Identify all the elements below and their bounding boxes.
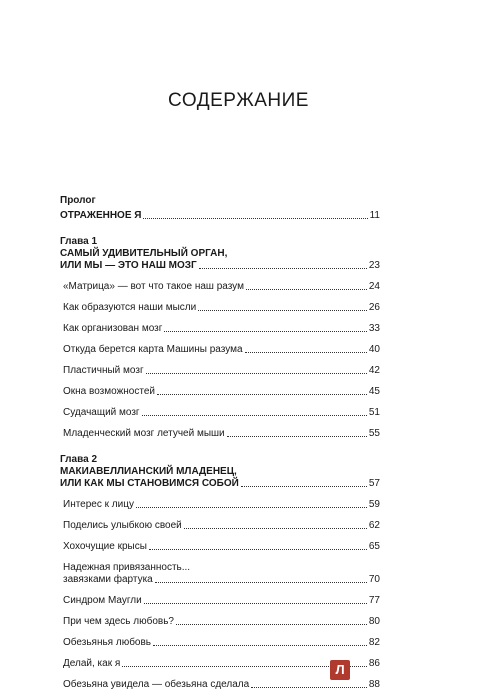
toc-entry-text-line1: Надежная привязанность... <box>63 562 191 573</box>
toc-entry-prologue[interactable] <box>60 210 380 222</box>
leader-dots <box>155 582 367 583</box>
toc-entry-text: Окна возможностей <box>63 386 155 397</box>
toc-entry-chapter1[interactable] <box>60 260 380 272</box>
toc-entry-text: Синдром Маугли <box>63 595 142 606</box>
chapter2-heading-line1: МАКИАВЕЛЛИАНСКИЙ МЛАДЕНЕЦ, <box>60 466 237 477</box>
page-number: 11 <box>369 210 380 221</box>
leader-dots <box>227 436 367 437</box>
toc-entry-text: Откуда берется карта Машины разума <box>63 344 243 355</box>
leader-dots <box>199 268 367 269</box>
toc-entry-text: Младенческий мозг летучей мыши <box>63 428 225 439</box>
toc-entry[interactable] <box>60 386 380 398</box>
leader-dots <box>246 289 367 290</box>
toc-entry-text: Пластичный мозг <box>63 365 144 376</box>
page-number: 51 <box>368 407 380 418</box>
toc-entry-text: «Матрица» — вот что такое наш разум <box>63 281 244 292</box>
toc-entry[interactable] <box>60 499 380 511</box>
page-number: 40 <box>368 344 380 355</box>
page-number: 59 <box>368 499 380 510</box>
toc-entry-text: ИЛИ КАК МЫ СТАНОВИМСЯ СОБОЙ <box>60 478 239 489</box>
leader-dots <box>153 645 367 646</box>
toc-entry[interactable] <box>60 344 380 356</box>
toc-entry-chapter2[interactable] <box>60 478 380 490</box>
leader-dots <box>149 549 367 550</box>
page-number: 26 <box>368 302 380 313</box>
page-number: 45 <box>368 386 380 397</box>
toc-entry-text: Интерес к лицу <box>63 499 134 510</box>
page-number: 65 <box>368 541 380 552</box>
page-number: 80 <box>368 616 380 627</box>
leader-dots <box>136 507 367 508</box>
leader-dots <box>143 218 367 219</box>
leader-dots <box>144 603 367 604</box>
toc-entry-text: ОТРАЖЕННОЕ Я <box>60 210 142 221</box>
toc-entry[interactable] <box>60 637 380 649</box>
page-number: 62 <box>368 520 380 531</box>
page-number: 86 <box>368 658 380 669</box>
toc-entry[interactable] <box>60 679 380 691</box>
toc-entry-multiline[interactable] <box>60 562 380 586</box>
table-of-contents <box>60 195 380 691</box>
leader-dots <box>251 687 367 688</box>
toc-entry-text: Как образуются наши мысли <box>63 302 197 313</box>
toc-entry-text: Судачащий мозг <box>63 407 140 418</box>
toc-entry[interactable] <box>60 302 380 314</box>
leader-dots <box>157 394 367 395</box>
chapter1-heading-line1: САМЫЙ УДИВИТЕЛЬНЫЙ ОРГАН, <box>60 248 228 259</box>
page-number: 24 <box>368 281 380 292</box>
toc-entry-text: Хохочущие крысы <box>63 541 147 552</box>
toc-entry[interactable] <box>60 616 380 628</box>
toc-entry-text: Как организован мозг <box>63 323 163 334</box>
page-number: 55 <box>368 428 380 439</box>
page-number: 57 <box>368 478 380 489</box>
chapter2-label: Глава 2 <box>60 454 98 465</box>
toc-entry-text: ИЛИ МЫ — ЭТО НАШ МОЗГ <box>60 260 197 271</box>
toc-entry[interactable] <box>60 428 380 440</box>
toc-entry-text: Обезьянья любовь <box>63 637 152 648</box>
toc-entry-text: Поделись улыбкою своей <box>63 520 182 531</box>
page-number: 23 <box>368 260 380 271</box>
leader-dots <box>176 624 367 625</box>
leader-dots <box>241 486 367 487</box>
chapter1-label: Глава 1 <box>60 236 98 247</box>
toc-entry[interactable] <box>60 365 380 377</box>
leader-dots <box>142 415 367 416</box>
page-number: 88 <box>368 679 380 690</box>
toc-entry[interactable] <box>60 407 380 419</box>
leader-dots <box>184 528 367 529</box>
toc-entry-text: При чем здесь любовь? <box>63 616 174 627</box>
toc-entry[interactable] <box>60 541 380 553</box>
page-number: 70 <box>368 574 380 585</box>
leader-dots <box>146 373 367 374</box>
toc-entry[interactable] <box>60 595 380 607</box>
toc-entry[interactable] <box>60 323 380 335</box>
toc-entry[interactable] <box>60 520 380 532</box>
publisher-logo-icon: Л <box>330 660 350 680</box>
leader-dots <box>198 310 367 311</box>
page-title: СОДЕРЖАНИЕ <box>168 90 309 111</box>
toc-entry-text: Делай, как я <box>63 658 121 669</box>
page-number: 82 <box>368 637 380 648</box>
prologue-label: Пролог <box>60 195 96 206</box>
toc-entry-text: Обезьяна увидела — обезьяна сделала <box>63 679 250 690</box>
page-number: 77 <box>368 595 380 606</box>
toc-entry-text: завязками фартука <box>63 574 153 585</box>
leader-dots <box>245 352 367 353</box>
page-number: 33 <box>368 323 380 334</box>
toc-entry[interactable] <box>60 281 380 293</box>
leader-dots <box>164 331 366 332</box>
page-number: 42 <box>368 365 380 376</box>
